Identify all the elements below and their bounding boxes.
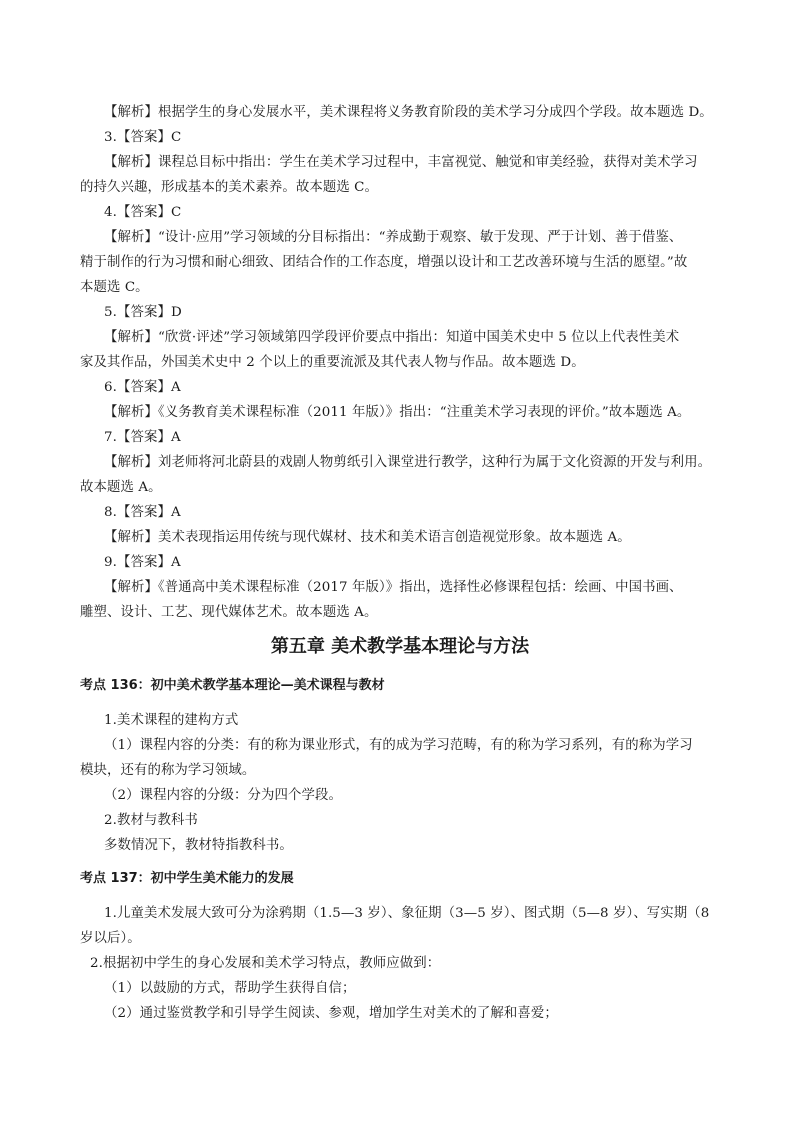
answer-line: 【解析】课程总目标中指出：学生在美术学习过程中，丰富视觉、触觉和审美经验，获得对美术学习 [104,155,698,170]
section-line: 1.美术课程的建构方式 [104,713,239,728]
section-line: （1）课程内容的分类：有的称为课业形式，有的成为学习范畴，有的称为学习系列，有的称为学习 [104,738,693,753]
answer-line: 5.【答案】D [104,305,182,320]
answer-line: 家及其作品，外国美术史中 2 个以上的重要流派及其代表人物与作品。故本题选 D。 [80,355,585,370]
answer-line: 【解析】《普通高中美术课程标准（2017 年版）》指出，选择性必修课程包括：绘画、中国书画、 [104,580,683,595]
answer-line: 【解析】根据学生的身心发展水平，美术课程将义务教育阶段的美术学习分成四个学段。故本题选 D。 [104,105,713,120]
answer-line: 【解析】《义务教育美术课程标准（2011 年版）》指出：“注重美术学习表现的评价。”故本题选 A。 [104,405,691,420]
section-line: 1.儿童美术发展大致可分为涂鸦期（1.5—3 岁）、象征期（3—5 岁）、图式期（5—8 岁）、写实期（8 [104,906,710,921]
answer-line: 的持久兴趣，形成基本的美术素养。故本题选 C。 [80,180,379,195]
answer-line: 本题选 C。 [80,280,149,295]
answer-line: 【解析】“设计·应用”学习领域的分目标指出：“养成勤于观察、敏于发现、严于计划、善于借鉴、 [104,230,683,245]
answer-line: 【解析】刘老师将河北蔚县的戏剧人物剪纸引入课堂进行教学，这种行为属于文化资源的开发与利用。 [104,455,712,470]
answer-line: 故本题选 A。 [80,480,162,495]
answer-line: 9.【答案】A [104,555,181,570]
section-title: 考点 136：初中美术教学基本理论—美术课程与教材 [80,678,385,693]
section-line: 岁以后）。 [80,931,141,946]
answer-line: 精于制作的行为习惯和耐心细致、团结合作的工作态度，增强以设计和工艺改善环境与生活的愿望。”故 [80,255,688,270]
section-title: 考点 137：初中学生美术能力的发展 [80,871,294,886]
chapter-title: 第五章 美术教学基本理论与方法 [270,636,530,657]
section-line: 2.根据初中学生的身心发展和美术学习特点，教师应做到： [90,956,441,971]
section-line: 模块，还有的称为学习领域。 [80,763,256,778]
section-line: （1）以鼓励的方式，帮助学生获得自信； [104,981,356,996]
answer-line: 8.【答案】A [104,505,181,520]
answer-line: 雕塑、设计、工艺、现代媒体艺术。故本题选 A。 [80,605,378,620]
section-line: （2）通过鉴赏教学和引导学生阅读、参观，增加学生对美术的了解和喜爱； [104,1006,558,1021]
answer-line: 6.【答案】A [104,380,181,395]
section-line: 2.教材与教科书 [104,813,198,828]
answer-line: 3.【答案】C [104,130,182,145]
section-line: 多数情况下，教材特指教科书。 [104,838,293,853]
answer-line: 【解析】“欣赏·评述”学习领域第四学段评价要点中指出：知道中国美术史中 5 位以上代表性美术 [104,330,680,345]
answer-line: 7.【答案】A [104,430,181,445]
section-line: （2）课程内容的分级：分为四个学段。 [104,788,342,803]
answer-line: 【解析】美术表现指运用传统与现代媒材、技术和美术语言创造视觉形象。故本题选 A。 [104,530,631,545]
answer-line: 4.【答案】C [104,205,182,220]
